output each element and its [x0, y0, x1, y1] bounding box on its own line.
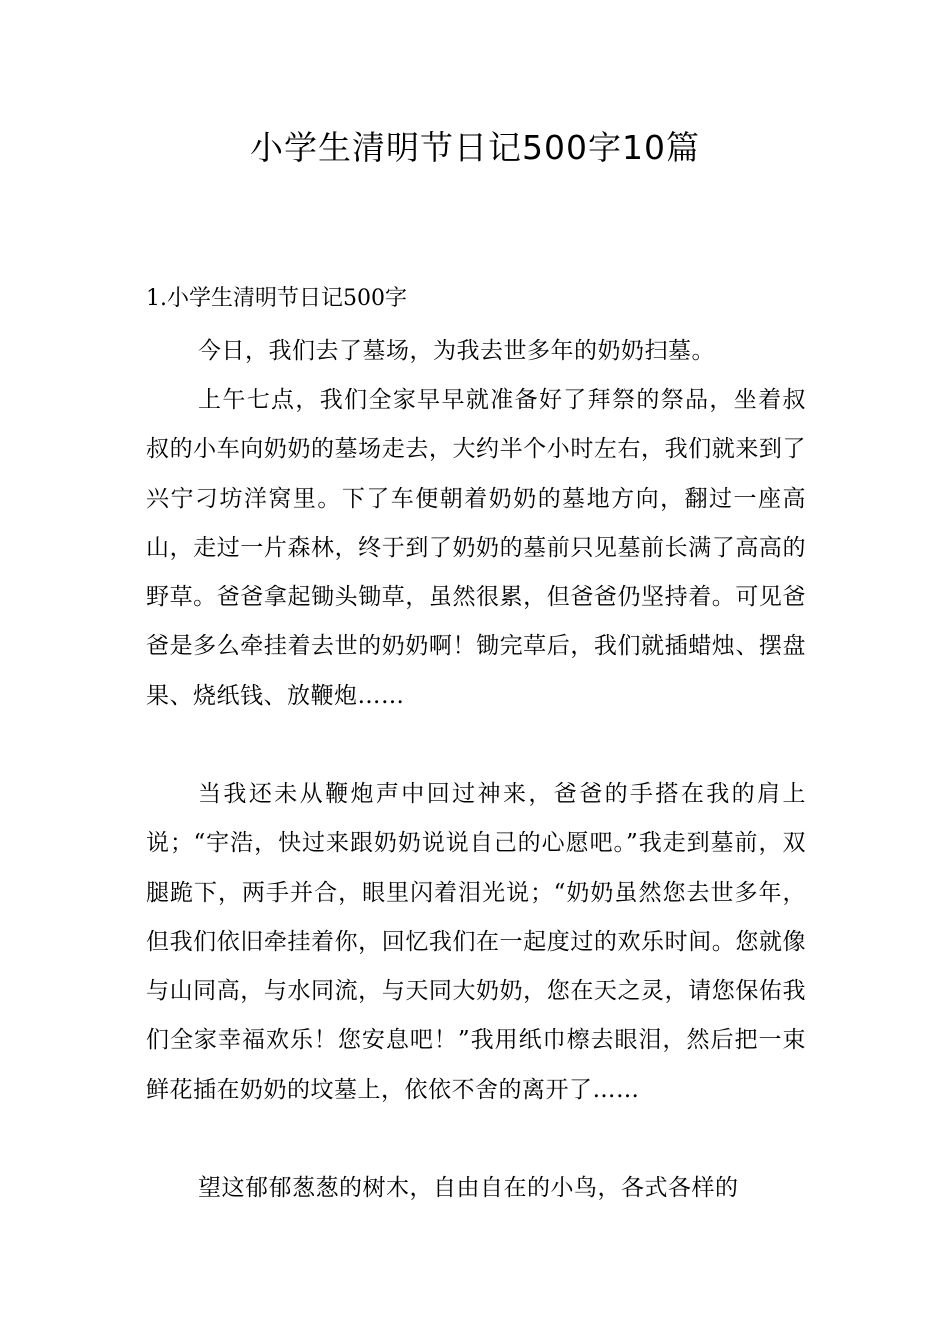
section-heading: 1.小学生清明节日记500字: [146, 286, 407, 311]
paragraph-intro: 今日，我们去了墓场，为我去世多年的奶奶扫墓。: [198, 338, 715, 364]
page-title: 小学生清明节日记500字10篇: [250, 128, 700, 167]
paragraph-morning-trip: 上午七点，我们全家早早就准备好了拜祭的祭品，坐着叔叔的小车向奶奶的墓场走去，大约半个小时左右，我们就来到了兴宁刁坊洋窝里。下了车便朝着奶奶的墓地方向，翻过一座高山，走过一片森林，终于到了奶奶的墓前只见墓前长满了高高的野草。爸爸拿起锄头锄草，虽然很累，但爸爸仍坚持着。可见爸爸是多么牵挂着去世的奶奶啊！锄完草后，我们就插蜡烛、摆盘果、烧纸钱、放鞭炮……: [146, 387, 806, 709]
paragraph-scenery: 望这郁郁葱葱的树木，自由自在的小鸟，各式各样的: [198, 1175, 739, 1201]
paragraph-wish: 当我还未从鞭炮声中回过神来，爸爸的手搭在我的肩上说；“宇浩，快过来跟奶奶说说自己的心愿吧。”我走到墓前，双腿跪下，两手并合，眼里闪着泪光说；“奶奶虽然您去世多年，但我们依旧牵挂着你，回忆我们在一起度过的欢乐时间。您就像与山同高，与水同流，与天同大奶奶，您在天之灵，请您保佑我们全家幸福欢乐！您安息吧！”我用纸巾檫去眼泪，然后把一束鲜花插在奶奶的坟墓上，依依不舍的离开了……: [146, 781, 806, 1103]
